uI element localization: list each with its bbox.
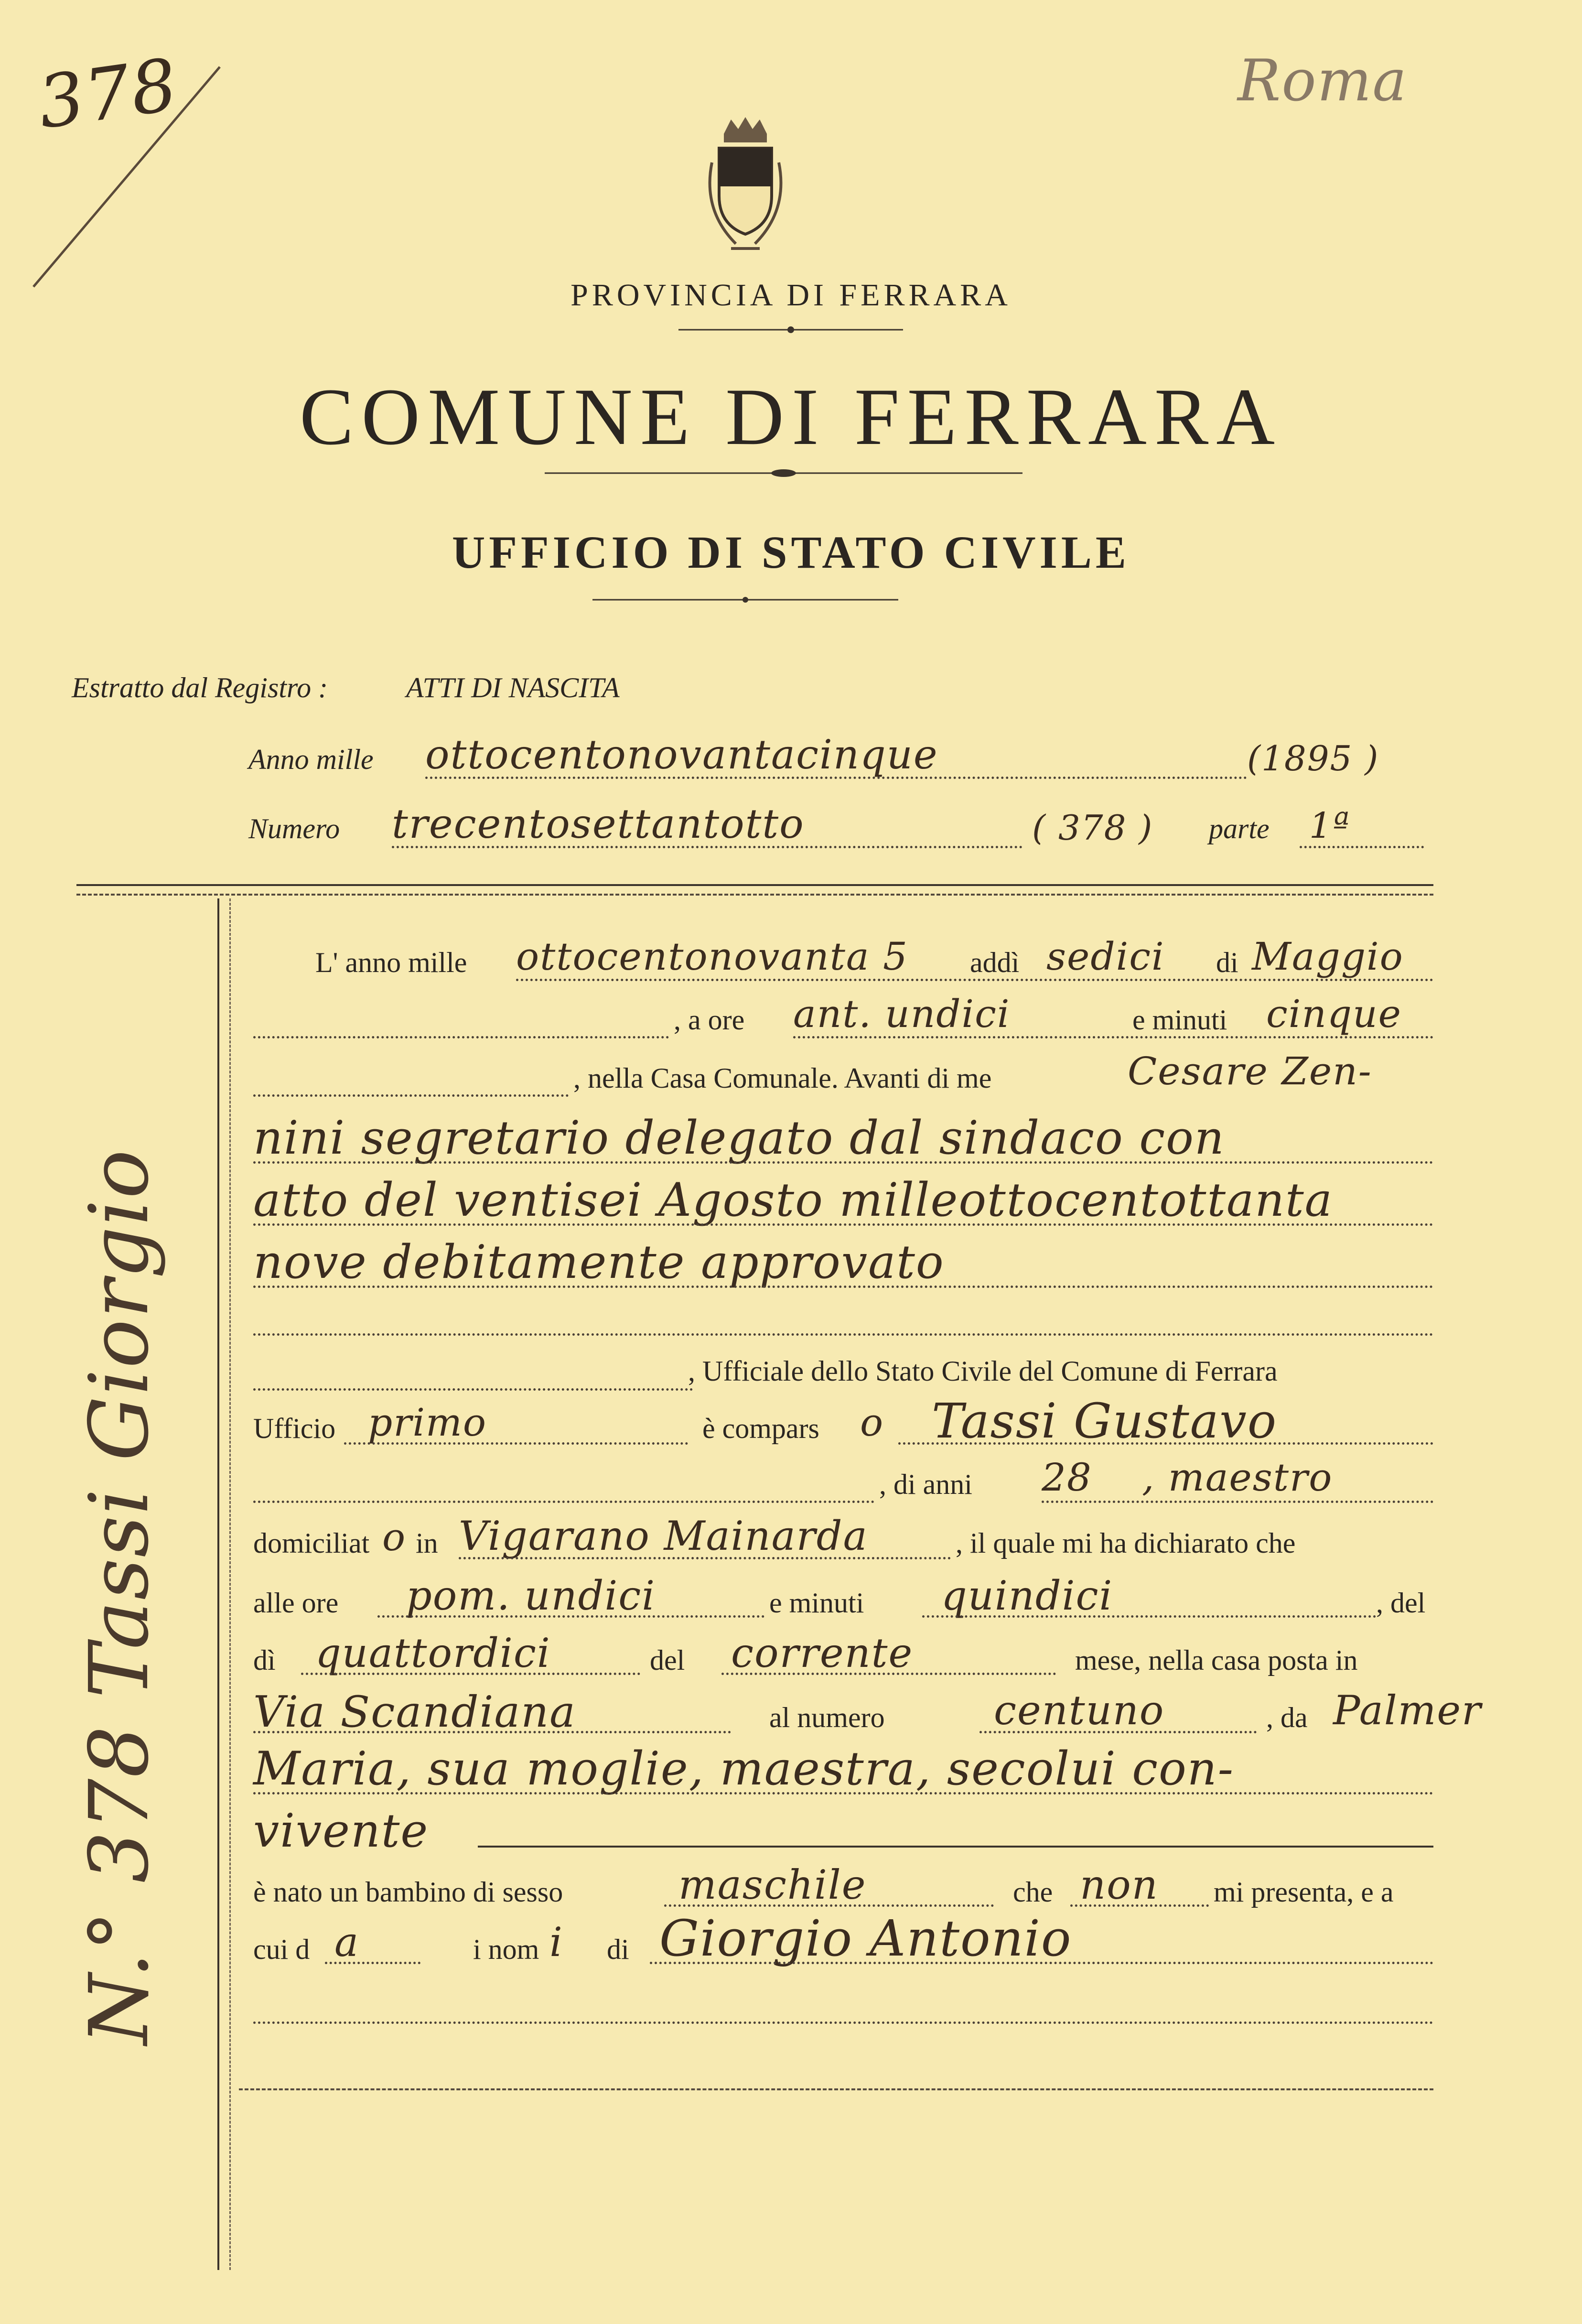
act-l1-c: di [1216, 947, 1238, 978]
act-l18-a: cui d [253, 1934, 310, 1965]
comune-header: COMUNE DI FERRARA [299, 372, 1283, 462]
numero-dots [392, 846, 1022, 848]
act-l1-b: addì [970, 947, 1020, 978]
act-l17-a: è nato un bambino di sesso [253, 1876, 563, 1908]
act-l6: nove debitamente approvato [253, 1235, 945, 1289]
act-l13-cur: corrente [731, 1630, 914, 1676]
act-l11-b: in [416, 1527, 438, 1559]
act-l1-dots [516, 979, 1433, 981]
anno-dots [425, 777, 1247, 779]
act-l11-c: , il quale mi ha dichiarato che [956, 1527, 1296, 1559]
margin-line-2 [229, 898, 231, 2270]
act-l12-hour: pom. undici [406, 1572, 656, 1619]
act-l9-office: primo [368, 1400, 487, 1445]
act-l11-place: Vigarano Mainarda [459, 1513, 868, 1559]
act-l14-b: , da [1266, 1702, 1308, 1733]
act-l17-b: che [1013, 1876, 1053, 1908]
act-l18-b: i nom [473, 1934, 539, 1965]
act-l13-day-dots [301, 1673, 640, 1675]
act-l8-lead-dots [253, 1388, 693, 1391]
act-l10-a: , di anni [879, 1469, 972, 1500]
parte-value: 1ª [1309, 805, 1351, 846]
side-note: N.° 378 Tassi Giorgio [72, 1148, 167, 2045]
margin-slash [24, 62, 225, 292]
act-l18-c: di [607, 1934, 629, 1965]
act-l12-min: quindici [941, 1572, 1113, 1619]
act-l1-a: L' anno mille [315, 947, 467, 978]
act-l10-age: 28 [1042, 1455, 1092, 1500]
act-l13-day: quattordici [315, 1630, 551, 1676]
act-l10-dots [1042, 1501, 1433, 1503]
anno-text: ottocentonovantacinque [425, 731, 938, 778]
act-l10-lead-dots [253, 1501, 874, 1503]
act-l2-min: cinque [1266, 992, 1402, 1036]
margin-line-1 [217, 898, 219, 2270]
act-l12-hour-dots [377, 1615, 764, 1618]
act-l13-cur-dots [721, 1673, 1056, 1675]
act-l4-dots [253, 1161, 1433, 1164]
act-l4: nini segretario delegato dal sindaco con [253, 1111, 1225, 1165]
ufficio-header: UFFICIO DI STATO CIVILE [452, 527, 1130, 578]
act-l5-dots [253, 1223, 1433, 1226]
extract-register: ATTI DI NASCITA [406, 672, 620, 703]
act-l2-dots [793, 1036, 1433, 1038]
act-l7-dots [253, 1333, 1433, 1336]
act-l9-suffix: o [860, 1400, 884, 1445]
act-l17-non: non [1080, 1861, 1159, 1908]
act-l16-rule [478, 1846, 1433, 1848]
header-ornament-1 [678, 325, 903, 335]
act-l11-suffix: o [382, 1515, 407, 1559]
anno-num: (1895 ) [1247, 738, 1379, 778]
act-l2-lead-dots [253, 1036, 669, 1038]
act-l9-b: è compars [702, 1413, 819, 1444]
act-l17-c: mi presenta, e a [1214, 1876, 1394, 1908]
act-l1-month: Maggio [1252, 934, 1404, 979]
numero-label: Numero [248, 813, 340, 844]
act-l18-da-dots [325, 1962, 420, 1964]
act-l18-i: i [549, 1919, 563, 1966]
act-l9-name: Tassi Gustavo [932, 1393, 1278, 1449]
act-l2-b: e minuti [1132, 1004, 1227, 1036]
numero-num: ( 378 ) [1032, 808, 1153, 848]
act-l3-lead-dots [253, 1094, 569, 1097]
act-l13-c: mese, nella casa posta in [1075, 1644, 1358, 1676]
act-l6-dots [253, 1286, 1433, 1288]
act-l14-street: Via Scandiana [253, 1687, 576, 1737]
act-l18-names: Giorgio Antonio [659, 1909, 1072, 1967]
act-l11-a: domiciliat [253, 1527, 370, 1559]
act-l2-hour: ant. undici [793, 992, 1011, 1036]
act-l12-c: , del [1376, 1587, 1426, 1619]
act-l15: Maria, sua moglie, maestra, secolui con- [253, 1742, 1235, 1795]
act-l15-dots [253, 1792, 1433, 1794]
top-right-place: Roma [1238, 48, 1408, 114]
act-l14-num-dots [979, 1731, 1257, 1733]
numero-text: trecentosettantotto [392, 800, 805, 847]
act-l9-dots [898, 1442, 1433, 1445]
coat-of-arms-icon [698, 115, 793, 258]
section-rule-top-2 [76, 894, 1433, 896]
act-l9-office-dots [344, 1442, 688, 1445]
act-l5: atto del ventisei Agosto milleottocentottanta [253, 1173, 1333, 1227]
act-l14-num: centuno [994, 1687, 1165, 1734]
header-ornament-2 [545, 466, 1022, 480]
act-l14-mother: Palmer [1333, 1687, 1482, 1734]
top-left-number: 378 [33, 43, 183, 145]
act-l18-da: a [334, 1919, 360, 1966]
section-rule-bottom [239, 2088, 1433, 2090]
extract-label: Estratto dal Registro : [72, 672, 328, 703]
act-l3-a: , nella Casa Comunale. Avanti di me [573, 1062, 992, 1094]
act-l9-a: Ufficio [253, 1413, 336, 1444]
act-l12-a: alle ore [253, 1587, 339, 1619]
parte-dots [1300, 846, 1424, 848]
act-l1-year: ottocentonovanta 5 [516, 934, 908, 979]
act-l19-dots [253, 2021, 1433, 2024]
act-l11-dots [459, 1557, 951, 1559]
act-l16: vivente [253, 1804, 429, 1858]
act-l8-a: , Ufficiale dello Stato Civile del Comune di Ferrara [688, 1355, 1278, 1387]
section-rule-top [76, 884, 1433, 886]
act-l1-day: sedici [1046, 934, 1165, 979]
act-l17-sex: maschile [678, 1861, 867, 1908]
provincia-header: PROVINCIA DI FERRARA [570, 278, 1012, 313]
anno-label: Anno mille [248, 744, 374, 775]
header-ornament-3 [592, 595, 898, 605]
act-l17-non-dots [1070, 1904, 1209, 1907]
act-l18-dots [650, 1962, 1433, 1964]
act-l12-min-dots [922, 1615, 1376, 1618]
act-l14-street-dots [253, 1731, 731, 1733]
act-l10-job: , maestro [1142, 1455, 1333, 1500]
parte-label: parte [1209, 813, 1270, 844]
act-l13-a: dì [253, 1644, 276, 1676]
act-l17-sex-dots [664, 1904, 994, 1907]
act-l14-a: al numero [769, 1702, 885, 1733]
act-l12-b: e minuti [769, 1587, 864, 1619]
act-l2-a: , a ore [674, 1004, 745, 1036]
act-l13-b: del [650, 1644, 685, 1676]
act-l3-name: Cesare Zen- [1128, 1049, 1372, 1093]
